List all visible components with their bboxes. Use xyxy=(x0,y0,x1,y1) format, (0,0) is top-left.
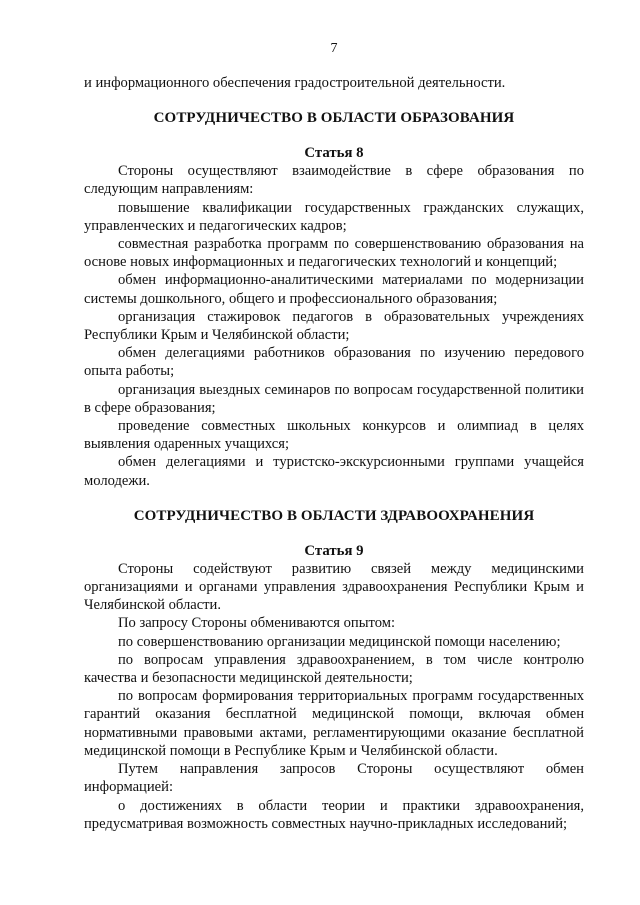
section-title-education: СОТРУДНИЧЕСТВО В ОБЛАСТИ ОБРАЗОВАНИЯ xyxy=(153,110,515,127)
paragraph: обмен делегациями и туристско-экскурсионными группами учащейся молодежи. xyxy=(84,454,584,489)
intro-line: и информационного обеспечения градостроительной деятельности. xyxy=(84,75,506,91)
paragraph: По запросу Стороны обмениваются опытом: xyxy=(118,615,396,632)
paragraph: организация стажировок педагогов в образовательных учреждениях Республики Крым и Челябинской области; xyxy=(84,308,584,344)
paragraph: обмен информационно-аналитическими материалами по модернизации системы дошкольного, общего и профессионального образования; xyxy=(84,272,584,307)
paragraph: Стороны содействуют развитию связей между медицинскими организациями и органами управления здравоохранения Республики Крым и Челябинской области. xyxy=(84,560,584,614)
section-title-healthcare: СОТРУДНИЧЕСТВО В ОБЛАСТИ ЗДРАВООХРАНЕНИЯ xyxy=(133,507,535,524)
paragraph: проведение совместных школьных конкурсов и олимпиад в целях выявления одаренных учащихся; xyxy=(84,418,584,453)
paragraph: Путем направления запросов Стороны осуществляют обмен информацией: xyxy=(84,761,584,796)
paragraph: совместная разработка программ по совершенствованию образования на основе новых информационных и педагогических технологий и концепций; xyxy=(84,236,584,271)
paragraph: организация выездных семинаров по вопросам государственной политики в сфере образования; xyxy=(84,381,584,416)
paragraph: повышение квалификации государственных гражданских служащих, управленческих и педагогических кадров; xyxy=(84,199,584,234)
paragraph: обмен делегациями работников образования по изучению передового опыта работы; xyxy=(84,345,584,380)
paragraph: по вопросам формирования территориальных программ государственных гарантий оказания бесплатной медицинской помощи, включая обмен нормативными правовыми актами, регламентирующими оказание бесплатной медицинской помощи в Республике Крым и Челябинской области. xyxy=(84,688,584,759)
article-8-body xyxy=(84,162,584,490)
paragraph: о достижениях в области теории и практики здравоохранения, предусматривая возможность совместных научно-прикладных исследований; xyxy=(84,797,584,832)
article-9-body xyxy=(84,560,584,833)
article-title-9: Статья 9 xyxy=(304,542,364,559)
paragraph: по совершенствованию организации медицинской помощи населению; xyxy=(118,633,561,650)
page-number: 7 xyxy=(330,41,338,56)
paragraph: Стороны осуществляют взаимодействие в сфере образования по следующим направлениям: xyxy=(84,163,584,198)
article-title-8: Статья 8 xyxy=(304,145,364,162)
paragraph: по вопросам управления здравоохранением, в том числе контролю качества и безопасности медицинской деятельности; xyxy=(84,651,584,687)
document-page xyxy=(84,38,584,833)
